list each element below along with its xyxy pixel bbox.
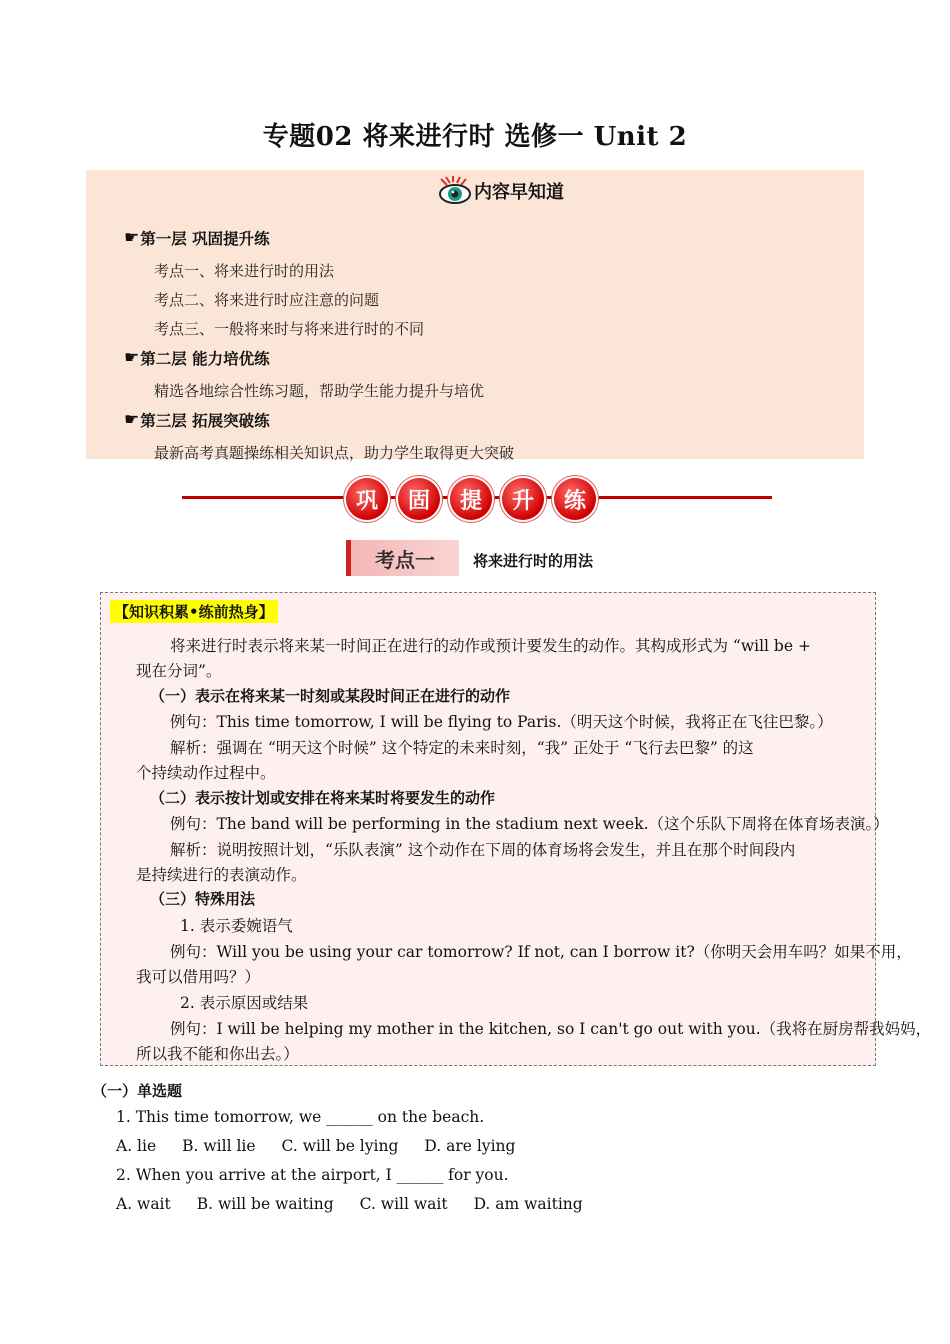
layer-1-title-text: 第一层 巩固提升练: [140, 230, 270, 248]
banner-char: 升: [502, 478, 544, 520]
option-c[interactable]: C. will wait: [359, 1195, 448, 1213]
layer-3-item-1: 最新高考真题操练相关知识点，助力学生取得更大突破: [154, 444, 515, 462]
knowledge-line: 现在分词”。: [136, 662, 222, 680]
option-c[interactable]: C. will be lying: [281, 1137, 399, 1155]
option-a[interactable]: A. lie: [116, 1137, 157, 1155]
knowledge-example: 例句：I will be helping my mother in the kitchen, so I can't go out with you.（我将在厨房帮我妈妈，: [170, 1020, 932, 1038]
pointing-hand-icon: ☛: [124, 409, 140, 430]
knowledge-example: 例句：This time tomorrow, I will be flying to Paris.（明天这个时候，我将正在飞往巴黎。）: [170, 713, 833, 731]
banner-char: 练: [554, 478, 596, 520]
banner-char: 提: [450, 478, 492, 520]
knowledge-line: 我可以借用吗？）: [136, 968, 261, 986]
page-title: 专题02 将来进行时 选修一 Unit 2: [262, 122, 688, 152]
knowledge-line: 个持续动作过程中。: [136, 764, 276, 782]
layer-1-item-1: 考点一、将来进行时的用法: [154, 262, 335, 280]
knowledge-line: 所以我不能和你出去。）: [136, 1045, 299, 1063]
question-2-stem: 2. When you arrive at the airport, I ______ for you.: [116, 1166, 509, 1184]
knowledge-tag: 【知识积累•练前热身】: [110, 600, 278, 623]
option-d[interactable]: D. am waiting: [473, 1195, 583, 1213]
knowledge-analysis: 解析：强调在 “明天这个时候” 这个特定的未来时刻，“我” 正处于 “飞行去巴黎” 的这: [170, 739, 754, 757]
exercise-section-title: （一）单选题: [92, 1082, 183, 1100]
pointing-hand-icon: ☛: [124, 227, 140, 248]
option-d[interactable]: D. are lying: [424, 1137, 516, 1155]
layer-2-title: [124, 347, 270, 369]
knowledge-subheading: （二）表示按计划或安排在将来某时将要发生的动作: [150, 789, 496, 807]
kaodian-title: 将来进行时的用法: [473, 552, 594, 570]
knowledge-line: 是持续进行的表演动作。: [136, 866, 307, 884]
knowledge-subheading: （一）表示在将来某一时刻或某段时间正在进行的动作: [150, 687, 511, 705]
knowledge-line: 将来进行时表示将来某一时间正在进行的动作或预计要发生的动作。其构成形式为 “will be +: [170, 637, 811, 655]
knowledge-line: 2. 表示原因或结果: [180, 994, 309, 1012]
option-b[interactable]: B. will lie: [182, 1137, 256, 1155]
layer-1-item-2: 考点二、将来进行时应注意的问题: [154, 291, 380, 309]
layer-2-item-1: 精选各地综合性练习题，帮助学生能力提升与培优: [154, 382, 485, 400]
layer-1-title: [124, 227, 270, 249]
banner-char: 巩: [346, 478, 388, 520]
layer-3-title: [124, 409, 270, 431]
option-a[interactable]: A. wait: [116, 1195, 171, 1213]
layer-1-item-3: 考点三、一般将来时与将来进行时的不同: [154, 320, 425, 338]
question-1-stem: 1. This time tomorrow, we ______ on the beach.: [116, 1108, 485, 1126]
question-2-options: [116, 1195, 583, 1213]
knowledge-example: 例句：Will you be using your car tomorrow? If not, can I borrow it?（你明天会用车吗？如果不用，: [170, 943, 912, 961]
knowledge-analysis: 解析：说明按照计划，“乐队表演” 这个动作在下周的体育场将会发生，并且在那个时间段内: [170, 841, 796, 859]
layer-3-title-text: 第三层 拓展突破练: [140, 412, 270, 430]
question-1-options: [116, 1137, 515, 1155]
section-banner: [346, 478, 596, 520]
knowledge-line: 1. 表示委婉语气: [180, 917, 293, 935]
banner-char: 固: [398, 478, 440, 520]
layer-2-title-text: 第二层 能力培优练: [140, 350, 270, 368]
knowledge-subheading: （三）特殊用法: [150, 890, 256, 908]
option-b[interactable]: B. will be waiting: [196, 1195, 334, 1213]
pointing-hand-icon: ☛: [124, 347, 140, 368]
overview-heading: [438, 176, 564, 206]
eye-icon: [438, 176, 472, 206]
knowledge-example: 例句：The band will be performing in the stadium next week.（这个乐队下周将在体育场表演。）: [170, 815, 889, 833]
kaodian-tag: 考点一: [346, 540, 459, 576]
overview-heading-text: 内容早知道: [474, 182, 564, 203]
